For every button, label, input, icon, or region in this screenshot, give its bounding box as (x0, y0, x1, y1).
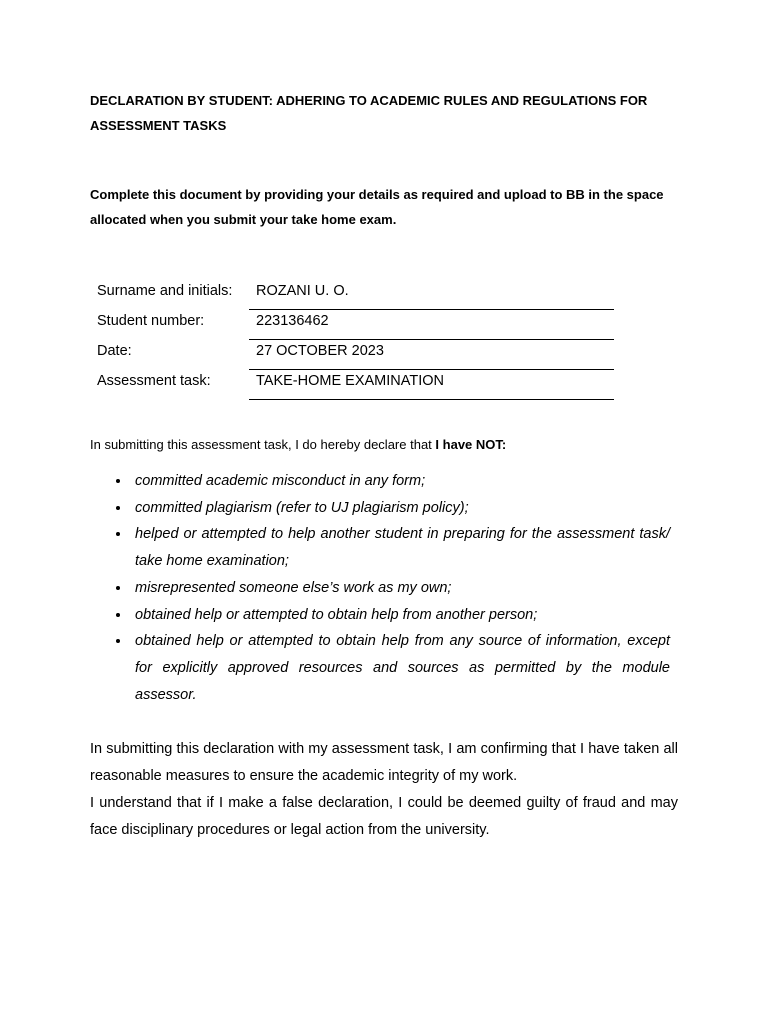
assessment-task-label: Assessment task: (97, 373, 211, 389)
list-item-text: obtained help or attempted to obtain help from any source of information, except for explicitly approved resources and sources as permitted by the module assessor. (135, 633, 670, 703)
list-item-text: committed academic misconduct in any form; (135, 473, 426, 489)
instructions-text: Complete this document by providing your details as required and upload to BB in the space allocated when you submit your take home exam. (90, 187, 664, 227)
list-item (135, 602, 670, 629)
student-number-field[interactable]: 223136462 (249, 310, 614, 340)
student-number-label: Student number: (97, 313, 205, 329)
date-field[interactable]: 27 OCTOBER 2023 (249, 340, 614, 370)
list-item (135, 628, 670, 708)
intro-emphasis: I have NOT: (435, 437, 507, 452)
closing-statement (90, 736, 678, 844)
closing-paragraph-false-declaration: I understand that if I make a false declaration, I could be deemed guilty of fraud and may face disciplinary procedures or legal action from the university. (90, 795, 678, 838)
list-item (135, 575, 670, 602)
list-item-text: obtained help or attempted to obtain help from another person; (135, 606, 538, 623)
declaration-intro (90, 435, 690, 455)
bullet-icon (116, 613, 120, 617)
surname-field[interactable]: ROZANI U. O. (249, 280, 614, 310)
assessment-task-field[interactable]: TAKE-HOME EXAMINATION (249, 370, 614, 400)
document-title: DECLARATION BY STUDENT: ADHERING TO ACADEMIC RULES AND REGULATIONS FOR ASSESSMENT TASKS (90, 93, 648, 133)
list-item-text: committed plagiarism (refer to UJ plagiarism policy); (135, 499, 469, 516)
detail-row-surname (97, 280, 614, 310)
list-item-text: helped or attempted to help another student in preparing for the assessment task/ take home examination; (135, 526, 670, 570)
bullet-icon (116, 506, 120, 510)
bullet-icon (116, 479, 120, 483)
intro-text: In submitting this assessment task, I do hereby declare that (90, 437, 432, 452)
list-item (135, 495, 670, 522)
bullet-icon (116, 532, 120, 536)
list-item-text: misrepresented someone else’s work as my own; (135, 579, 452, 596)
bullet-icon (116, 639, 120, 643)
declaration-list (135, 468, 670, 708)
closing-paragraph-integrity: In submitting this declaration with my assessment task, I am confirming that I have taken all reasonable measures to ensure the academic integrity of my work. (90, 741, 678, 784)
student-details (97, 280, 614, 400)
list-item (135, 468, 670, 495)
list-item (135, 521, 670, 574)
detail-row-date (97, 340, 614, 370)
detail-row-assessment-task (97, 370, 614, 400)
detail-row-student-number (97, 310, 614, 340)
date-label: Date: (97, 343, 132, 359)
bullet-icon (116, 586, 120, 590)
surname-label: Surname and initials: (97, 283, 233, 299)
